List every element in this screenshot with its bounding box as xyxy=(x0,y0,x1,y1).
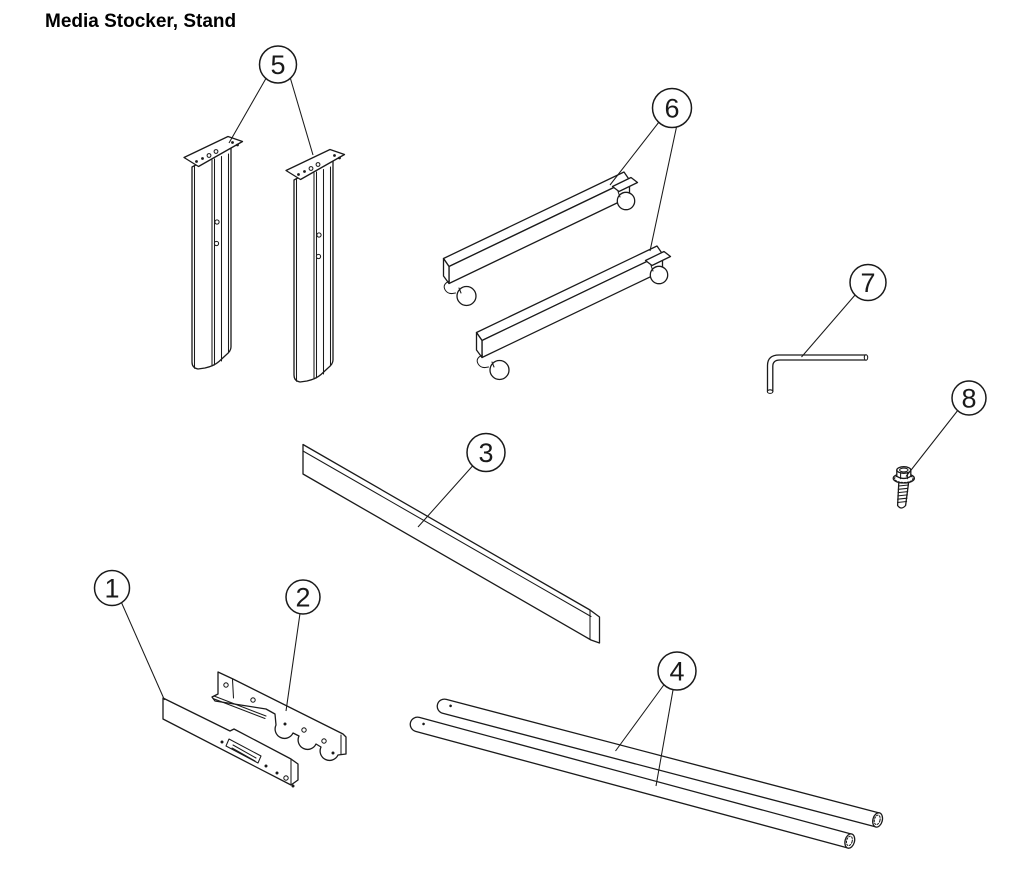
callout-6 xyxy=(653,89,692,128)
leader-4a xyxy=(616,684,665,751)
callout-3 xyxy=(467,434,505,472)
callout-6-number: 6 xyxy=(664,93,680,124)
leader-6b xyxy=(650,127,677,251)
callout-3-number: 3 xyxy=(478,437,494,468)
callout-7 xyxy=(850,265,886,301)
wrench-long-end xyxy=(864,355,867,360)
caster-bar-lower xyxy=(477,246,671,380)
wrench-short-end xyxy=(767,390,772,394)
callout-2 xyxy=(286,580,320,614)
part-3-cross-bar xyxy=(303,445,600,644)
callout-1 xyxy=(95,571,130,606)
leader-3 xyxy=(418,466,473,527)
wrench-inner-edge xyxy=(773,360,866,392)
leader-lines xyxy=(121,77,959,786)
leader-1 xyxy=(121,602,165,701)
leader-5b xyxy=(290,77,313,155)
leader-7 xyxy=(802,295,856,358)
callout-1-number: 1 xyxy=(104,573,120,604)
part-4-guide-tubes xyxy=(409,697,884,849)
callout-4-number: 4 xyxy=(669,656,685,687)
guide-tube-lower xyxy=(409,715,857,849)
stand-leg-right xyxy=(286,150,345,383)
callout-4 xyxy=(658,652,696,690)
screw-shank xyxy=(898,483,909,509)
stand-leg-left xyxy=(184,137,243,370)
callout-2-number: 2 xyxy=(295,582,311,613)
callout-8 xyxy=(952,381,986,415)
callout-5 xyxy=(260,46,297,83)
part-8-flange-screw xyxy=(893,467,914,508)
part-6-caster-bars xyxy=(444,172,671,380)
leader-2 xyxy=(286,614,300,712)
leader-5a xyxy=(229,78,267,144)
callout-5-number: 5 xyxy=(270,49,286,80)
part-5-stand-legs xyxy=(184,137,345,383)
cross-bar-outline xyxy=(303,445,600,644)
leader-6a xyxy=(610,122,659,185)
leader-8 xyxy=(906,410,959,477)
part-7-hex-wrench xyxy=(767,355,867,394)
page-title: Media Stocker, Stand xyxy=(45,11,237,32)
cross-bar-top-edge-line xyxy=(303,451,591,617)
callout-7-number: 7 xyxy=(860,267,876,298)
callout-8-number: 8 xyxy=(961,383,977,414)
